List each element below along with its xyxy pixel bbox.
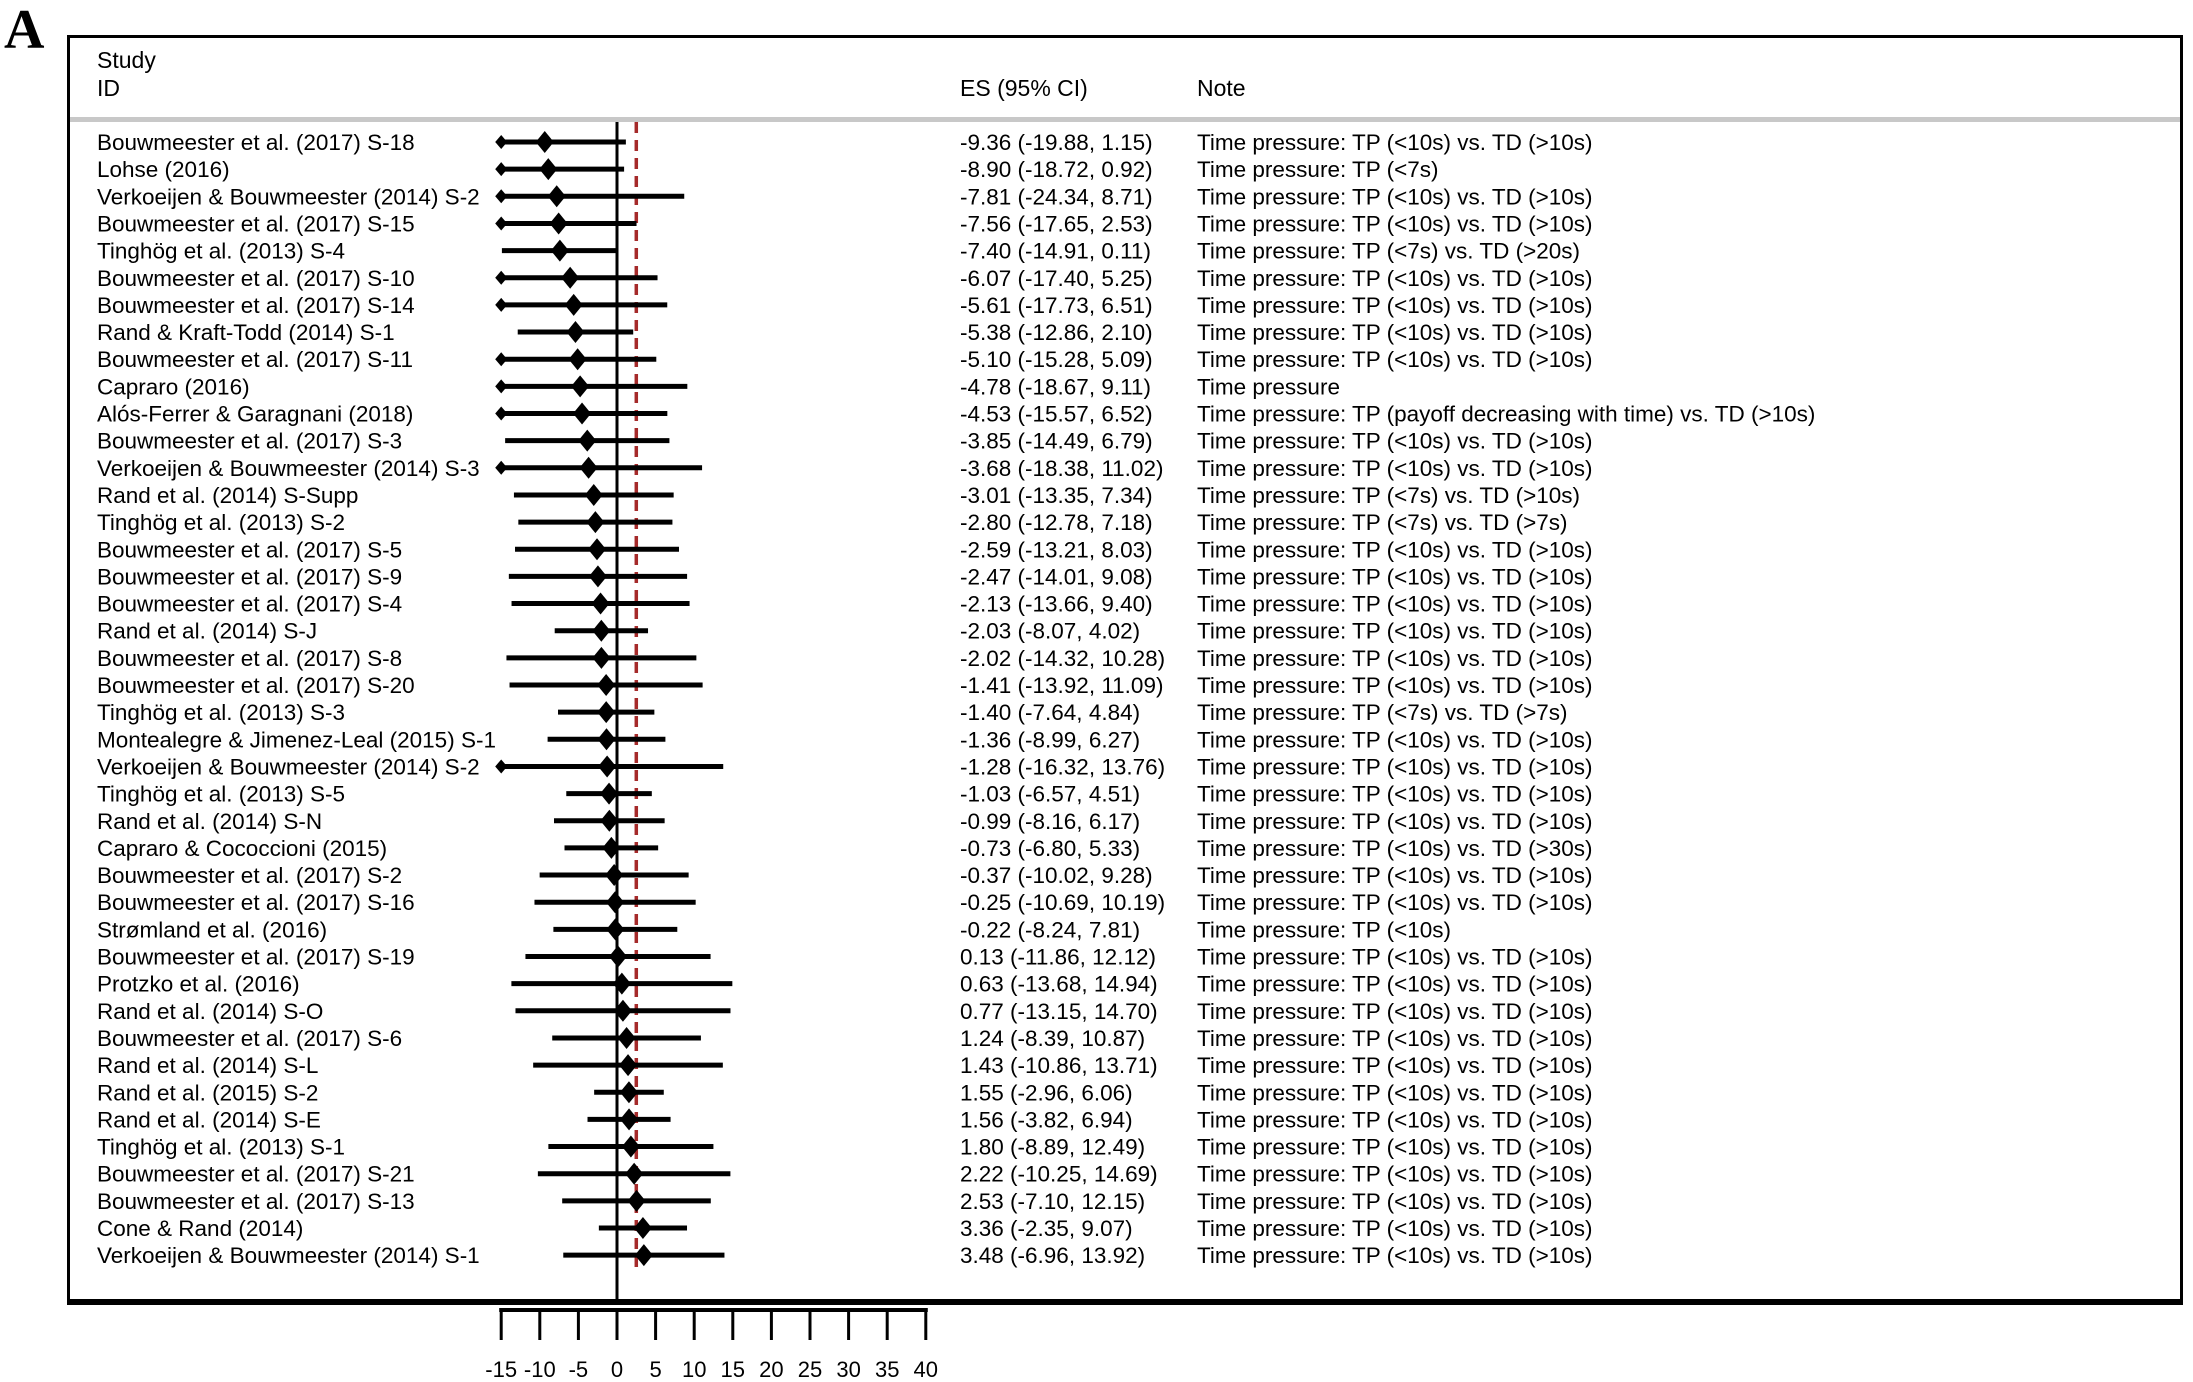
study-label: Bouwmeester et al. (2017) S-4 (97, 591, 403, 617)
forest-row (97, 157, 1439, 182)
forest-row (97, 782, 1593, 807)
ci-clip-marker (495, 352, 507, 366)
note-text: Time pressure: TP (<10s) vs. TD (>10s) (1197, 347, 1593, 373)
es-ci-value: -2.02 (-14.32, 10.28) (960, 645, 1166, 671)
forest-row (97, 619, 1593, 644)
study-label: Cone & Rand (2014) (97, 1216, 304, 1241)
forest-row (97, 1135, 1593, 1160)
forest-row (97, 564, 1593, 589)
es-ci-value: -1.41 (-13.92, 11.09) (960, 673, 1164, 698)
header-id: ID (97, 75, 120, 101)
effect-marker (569, 348, 587, 370)
note-text: Time pressure: TP (<10s) vs. TD (>10s) (1197, 265, 1593, 291)
note-text: Time pressure: TP (<7s) (1197, 157, 1439, 183)
study-label: Protzko et al. (2016) (97, 971, 300, 997)
forest-row (97, 727, 1593, 752)
note-text: Time pressure: TP (<10s) vs. TD (>10s) (1197, 727, 1593, 753)
forest-row (97, 754, 1593, 779)
x-tick-label: -5 (568, 1357, 589, 1382)
forest-row (97, 972, 1593, 997)
effect-marker (536, 131, 554, 153)
effect-marker (625, 1163, 643, 1185)
es-ci-value: -1.03 (-6.57, 4.51) (960, 781, 1141, 807)
effect-marker (606, 891, 624, 913)
effect-marker (586, 511, 604, 533)
study-label: Verkoeijen & Bouwmeester (2014) S-1 (97, 1243, 480, 1269)
effect-marker (588, 538, 606, 560)
es-ci-value: 2.53 (-7.10, 12.15) (960, 1188, 1146, 1214)
effect-marker (628, 1190, 646, 1212)
es-ci-value: -6.07 (-17.40, 5.25) (960, 265, 1153, 291)
note-text: Time pressure: TP (<10s) vs. TD (>10s) (1197, 645, 1593, 671)
forest-row (97, 211, 1593, 236)
note-text: Time pressure (1197, 374, 1340, 400)
forest-row (97, 999, 1593, 1024)
effect-marker (598, 755, 616, 777)
es-ci-value: -7.40 (-14.91, 0.11) (960, 238, 1151, 264)
header-note: Note (1197, 75, 1246, 101)
note-text: Time pressure: TP (<10s) vs. TD (>10s) (1197, 863, 1593, 889)
forest-row (97, 239, 1580, 264)
note-text: Time pressure: TP (<7s) vs. TD (>7s) (1197, 700, 1568, 726)
study-label: Rand et al. (2014) S-O (97, 998, 324, 1024)
note-text: Time pressure: TP (<7s) vs. TD (>10s) (1197, 482, 1581, 508)
forest-row (97, 592, 1593, 617)
es-ci-value: -2.80 (-12.78, 7.18) (960, 510, 1153, 536)
forest-row (97, 402, 1815, 427)
note-text: Time pressure: TP (<10s) vs. TD (>30s) (1197, 835, 1593, 861)
ci-clip-marker (495, 135, 507, 149)
forest-row (97, 945, 1593, 970)
study-label: Tinghög et al. (2013) S-4 (97, 238, 346, 264)
forest-row (97, 700, 1568, 725)
study-label: Bouwmeester et al. (2017) S-3 (97, 428, 403, 454)
study-label: Bouwmeester et al. (2017) S-9 (97, 564, 403, 590)
study-label: Alós-Ferrer & Garagnani (2018) (97, 401, 414, 427)
es-ci-value: -8.90 (-18.72, 0.92) (960, 157, 1153, 183)
forest-row (97, 1216, 1593, 1241)
effect-marker (597, 674, 615, 696)
es-ci-value: 1.56 (-3.82, 6.94) (960, 1107, 1133, 1133)
study-label: Rand et al. (2014) S-N (97, 808, 323, 834)
es-ci-value: 0.13 (-11.86, 12.12) (960, 944, 1156, 970)
x-tick-label: -15 (485, 1357, 518, 1382)
study-label: Bouwmeester et al. (2017) S-16 (97, 890, 415, 916)
es-ci-value: -2.03 (-8.07, 4.02) (960, 618, 1141, 644)
study-label: Bouwmeester et al. (2017) S-14 (97, 292, 415, 318)
study-label: Rand et al. (2015) S-2 (97, 1080, 319, 1106)
x-tick-label: 30 (836, 1357, 861, 1382)
effect-marker (571, 375, 589, 397)
note-text: Time pressure: TP (<10s) vs. TD (>10s) (1197, 1134, 1593, 1160)
study-label: Rand et al. (2014) S-Supp (97, 482, 359, 508)
es-ci-value: 1.43 (-10.86, 13.71) (960, 1053, 1158, 1079)
forest-row (97, 184, 1593, 209)
header-es-ci: ES (95% CI) (960, 75, 1088, 101)
study-label: Verkoeijen & Bouwmeester (2014) S-2 (97, 754, 480, 780)
note-text: Time pressure: TP (<10s) vs. TD (>10s) (1197, 781, 1593, 807)
ci-clip-marker (495, 759, 507, 773)
note-text: Time pressure: TP (<10s) vs. TD (>10s) (1197, 754, 1593, 780)
forest-row (97, 320, 1593, 345)
forest-row (97, 836, 1593, 861)
study-label: Verkoeijen & Bouwmeester (2014) S-3 (97, 455, 480, 481)
study-label: Bouwmeester et al. (2017) S-6 (97, 1025, 403, 1051)
x-tick-label: 15 (720, 1357, 746, 1382)
note-text: Time pressure: TP (<10s) vs. TD (>10s) (1197, 1107, 1593, 1133)
x-tick-label: 0 (610, 1357, 624, 1382)
es-ci-value: 1.55 (-2.96, 6.06) (960, 1080, 1133, 1106)
es-ci-value: -3.01 (-13.35, 7.34) (960, 482, 1153, 508)
study-label: Tinghög et al. (2013) S-1 (97, 1134, 346, 1160)
study-label: Verkoeijen & Bouwmeester (2014) S-2 (97, 184, 480, 210)
es-ci-value: 3.36 (-2.35, 9.07) (960, 1216, 1133, 1241)
ci-clip-marker (495, 189, 507, 203)
es-ci-value: 2.22 (-10.25, 14.69) (960, 1161, 1158, 1187)
panel-label: A (4, 0, 45, 61)
x-tick-label: -10 (523, 1357, 556, 1382)
forest-row (97, 483, 1580, 508)
forest-row (97, 537, 1593, 562)
ci-clip-marker (495, 298, 507, 312)
effect-marker (592, 647, 610, 669)
es-ci-value: -0.73 (-6.80, 5.33) (960, 835, 1141, 861)
effect-marker (561, 267, 579, 289)
note-text: Time pressure: TP (<10s) vs. TD (>10s) (1197, 591, 1593, 617)
note-text: Time pressure: TP (<10s) vs. TD (>10s) (1197, 1161, 1593, 1187)
es-ci-value: -1.28 (-16.32, 13.76) (960, 754, 1166, 780)
study-label: Bouwmeester et al. (2017) S-18 (97, 130, 415, 155)
effect-marker (606, 918, 624, 940)
study-label: Bouwmeester et al. (2017) S-11 (97, 347, 413, 373)
note-text: Time pressure: TP (<10s) vs. TD (>10s) (1197, 130, 1593, 155)
study-label: Bouwmeester et al. (2017) S-15 (97, 211, 415, 237)
note-text: Time pressure: TP (<7s) vs. TD (>20s) (1197, 238, 1581, 264)
ci-clip-marker (495, 461, 507, 475)
ci-clip-marker (495, 271, 507, 285)
note-text: Time pressure: TP (<10s) vs. TD (>10s) (1197, 455, 1593, 481)
study-label: Bouwmeester et al. (2017) S-8 (97, 645, 403, 671)
x-tick-label: 10 (681, 1357, 707, 1382)
es-ci-value: 0.63 (-13.68, 14.94) (960, 971, 1158, 997)
forest-row (97, 673, 1593, 698)
note-text: Time pressure: TP (<10s) vs. TD (>10s) (1197, 998, 1593, 1024)
study-label: Tinghög et al. (2013) S-2 (97, 510, 346, 536)
effect-marker (600, 783, 618, 805)
note-text: Time pressure: TP (<10s) vs. TD (>10s) (1197, 564, 1593, 590)
es-ci-value: -2.59 (-13.21, 8.03) (960, 537, 1153, 563)
study-label: Bouwmeester et al. (2017) S-5 (97, 537, 403, 563)
forest-row (97, 1053, 1593, 1078)
study-label: Lohse (2016) (97, 157, 230, 183)
forest-row (97, 374, 1340, 399)
note-text: Time pressure: TP (payoff decreasing with time) vs. TD (>10s) (1197, 401, 1816, 427)
effect-marker (551, 240, 569, 262)
es-ci-value: -4.78 (-18.67, 9.11) (960, 374, 1151, 400)
effect-marker (605, 864, 623, 886)
effect-marker (592, 620, 610, 642)
es-ci-value: -1.36 (-8.99, 6.27) (960, 727, 1141, 753)
forest-row (97, 347, 1593, 372)
note-text: Time pressure: TP (<10s) vs. TD (>10s) (1197, 1025, 1593, 1051)
ci-clip-marker (495, 216, 507, 230)
ci-clip-marker (495, 407, 507, 421)
x-tick-label: 40 (913, 1357, 939, 1382)
forest-row (97, 646, 1593, 671)
forest-row (97, 863, 1593, 888)
es-ci-value: -0.37 (-10.02, 9.28) (960, 863, 1153, 889)
effect-marker (550, 212, 568, 234)
effect-marker (609, 946, 627, 968)
effect-marker (619, 1054, 637, 1076)
forest-row (97, 1189, 1593, 1214)
x-tick-label: 25 (797, 1357, 823, 1382)
forest-row (97, 1026, 1593, 1051)
forest-row (97, 809, 1593, 834)
study-label: Capraro & Cococcioni (2015) (97, 835, 388, 861)
es-ci-value: -0.99 (-8.16, 6.17) (960, 808, 1141, 834)
es-ci-value: 1.24 (-8.39, 10.87) (960, 1025, 1146, 1051)
effect-marker (597, 701, 615, 723)
effect-marker (539, 158, 557, 180)
x-tick-label: 20 (759, 1357, 784, 1382)
forest-row (97, 130, 1593, 155)
study-label: Strømland et al. (2016) (97, 917, 328, 943)
es-ci-value: -5.10 (-15.28, 5.09) (960, 347, 1153, 373)
note-text: Time pressure: TP (<10s) vs. TD (>10s) (1197, 673, 1593, 698)
study-label: Bouwmeester et al. (2017) S-20 (97, 673, 415, 698)
note-text: Time pressure: TP (<10s) vs. TD (>10s) (1197, 890, 1593, 916)
study-label: Rand et al. (2014) S-L (97, 1053, 319, 1079)
es-ci-value: 3.48 (-6.96, 13.92) (960, 1243, 1146, 1269)
note-text: Time pressure: TP (<10s) vs. TD (>10s) (1197, 320, 1593, 346)
x-tick-label: 35 (874, 1357, 900, 1382)
effect-marker (618, 1027, 636, 1049)
ci-clip-marker (495, 379, 507, 393)
es-ci-value: -5.38 (-12.86, 2.10) (960, 320, 1153, 346)
es-ci-value: -5.61 (-17.73, 6.51) (960, 292, 1153, 318)
forest-row (97, 1243, 1593, 1268)
note-text: Time pressure: TP (<10s) vs. TD (>10s) (1197, 1188, 1593, 1214)
es-ci-value: 0.77 (-13.15, 14.70) (960, 998, 1158, 1024)
effect-marker (620, 1108, 638, 1130)
study-label: Rand et al. (2014) S-E (97, 1107, 321, 1133)
note-text: Time pressure: TP (<7s) vs. TD (>7s) (1197, 510, 1568, 536)
forest-row (97, 510, 1568, 535)
note-text: Time pressure: TP (<10s) vs. TD (>10s) (1197, 428, 1593, 454)
forest-row (97, 266, 1593, 291)
es-ci-value: -3.68 (-18.38, 11.02) (960, 455, 1164, 481)
note-text: Time pressure: TP (<10s) vs. TD (>10s) (1197, 1216, 1593, 1241)
note-text: Time pressure: TP (<10s) vs. TD (>10s) (1197, 1080, 1593, 1106)
es-ci-value: -1.40 (-7.64, 4.84) (960, 700, 1141, 726)
forest-row (97, 890, 1593, 915)
forest-row (97, 456, 1593, 481)
effect-marker (566, 321, 584, 343)
effect-marker (589, 565, 607, 587)
x-tick-label: 5 (649, 1357, 662, 1382)
es-ci-value: -2.13 (-13.66, 9.40) (960, 591, 1153, 617)
es-ci-value: -7.56 (-17.65, 2.53) (960, 211, 1153, 237)
note-text: Time pressure: TP (<10s) vs. TD (>10s) (1197, 292, 1593, 318)
effect-marker (580, 457, 598, 479)
forest-row (97, 429, 1593, 454)
note-text: Time pressure: TP (<10s) (1197, 917, 1452, 943)
effect-marker (565, 294, 583, 316)
note-text: Time pressure: TP (<10s) vs. TD (>10s) (1197, 971, 1593, 997)
note-text: Time pressure: TP (<10s) vs. TD (>10s) (1197, 944, 1593, 970)
note-text: Time pressure: TP (<10s) vs. TD (>10s) (1197, 1243, 1593, 1269)
effect-marker (598, 728, 616, 750)
note-text: Time pressure: TP (<10s) vs. TD (>10s) (1197, 808, 1593, 834)
effect-marker (548, 185, 566, 207)
study-label: Montealegre & Jimenez-Leal (2015) S-1 (97, 727, 496, 753)
effect-marker (585, 484, 603, 506)
study-label: Tinghög et al. (2013) S-5 (97, 781, 346, 807)
note-text: Time pressure: TP (<10s) vs. TD (>10s) (1197, 618, 1593, 644)
study-label: Bouwmeester et al. (2017) S-2 (97, 863, 403, 889)
es-ci-value: -0.22 (-8.24, 7.81) (960, 917, 1141, 943)
effect-marker (573, 403, 591, 425)
study-label: Capraro (2016) (97, 374, 250, 400)
es-ci-value: -7.81 (-24.34, 8.71) (960, 184, 1153, 210)
effect-marker (592, 593, 610, 615)
study-label: Bouwmeester et al. (2017) S-19 (97, 944, 415, 970)
es-ci-value: -0.25 (-10.69, 10.19) (960, 890, 1166, 916)
es-ci-value: -4.53 (-15.57, 6.52) (960, 401, 1153, 427)
study-label: Bouwmeester et al. (2017) S-10 (97, 265, 415, 291)
forest-row (97, 1107, 1593, 1132)
study-label: Bouwmeester et al. (2017) S-13 (97, 1188, 415, 1214)
es-ci-value: -9.36 (-19.88, 1.15) (960, 130, 1153, 155)
header-study: Study (97, 47, 156, 73)
study-label: Bouwmeester et al. (2017) S-21 (97, 1161, 415, 1187)
study-label: Rand et al. (2014) S-J (97, 618, 318, 644)
note-text: Time pressure: TP (<10s) vs. TD (>10s) (1197, 537, 1593, 563)
forest-row (97, 1162, 1593, 1187)
study-label: Rand & Kraft-Todd (2014) S-1 (97, 320, 395, 346)
es-ci-value: 1.80 (-8.89, 12.49) (960, 1134, 1146, 1160)
ci-clip-marker (495, 162, 507, 176)
note-text: Time pressure: TP (<10s) vs. TD (>10s) (1197, 184, 1593, 210)
forest-row (97, 293, 1593, 318)
es-ci-value: -3.85 (-14.49, 6.79) (960, 428, 1153, 454)
forest-row (97, 1080, 1593, 1105)
study-label: Tinghög et al. (2013) S-3 (97, 700, 346, 726)
effect-marker (578, 430, 596, 452)
note-text: Time pressure: TP (<10s) vs. TD (>10s) (1197, 1053, 1593, 1079)
es-ci-value: -2.47 (-14.01, 9.08) (960, 564, 1153, 590)
forest-row (97, 917, 1451, 942)
note-text: Time pressure: TP (<10s) vs. TD (>10s) (1197, 211, 1593, 237)
